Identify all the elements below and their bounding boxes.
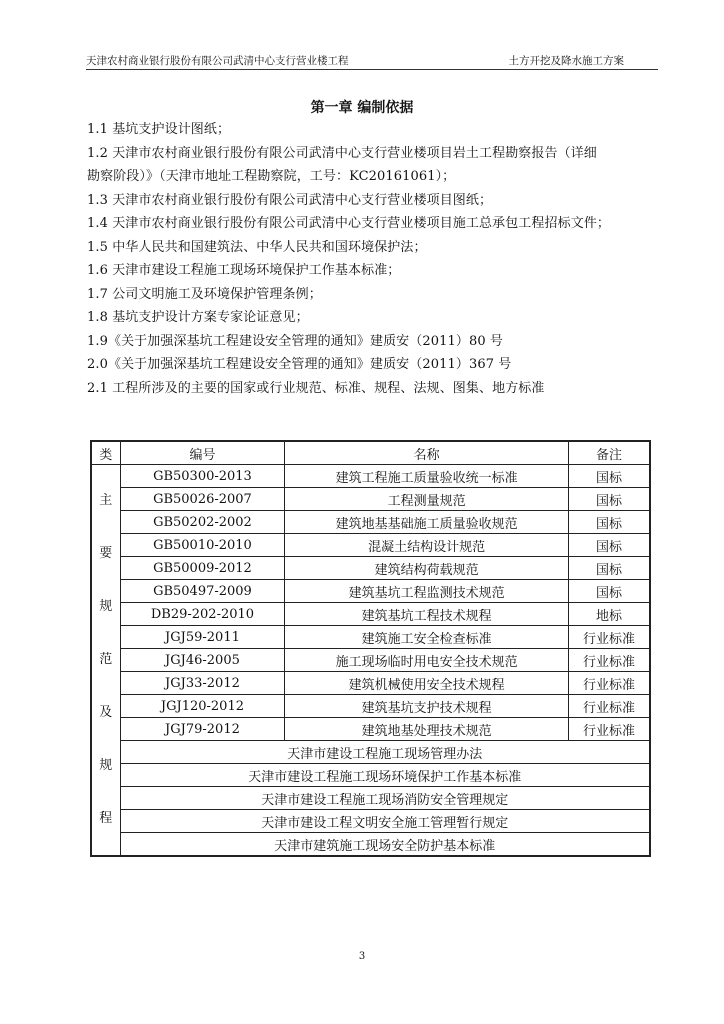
table-wide-row	[91, 764, 650, 787]
header-divider	[86, 69, 658, 70]
name-cell: 建筑基坑支护技术规程	[285, 695, 569, 718]
table-row	[91, 488, 650, 511]
table-wide-row	[91, 833, 650, 857]
basis-line: 1.9《关于加强深基坑工程建设安全管理的通知》建质安（2011）80 号	[87, 333, 504, 349]
code-cell: JGJ59-2011	[120, 626, 285, 649]
regulation-cell: 天津市建设工程施工现场消防安全管理规定	[120, 787, 650, 810]
code-cell: JGJ120-2012	[120, 695, 285, 718]
table-wide-row	[91, 787, 650, 810]
regulation-cell: 天津市建设工程文明安全施工管理暂行规定	[120, 810, 650, 833]
header-section-title: 土方开挖及降水施工方案	[508, 55, 624, 67]
name-cell: 建筑地基处理技术规范	[285, 718, 569, 741]
basis-line: 1.3 天津市农村商业银行股份有限公司武清中心支行营业楼项目图纸；	[87, 192, 493, 208]
table-row	[91, 695, 650, 718]
table-header-row	[91, 441, 650, 465]
name-cell: 混凝土结构设计规范	[285, 534, 569, 557]
note-cell: 国标	[568, 488, 650, 511]
name-cell: 建筑施工安全检查标准	[285, 626, 569, 649]
table-row	[91, 557, 650, 580]
note-cell: 行业标准	[568, 672, 650, 695]
code-cell: GB50202-2002	[120, 511, 285, 534]
header-category: 类	[91, 441, 120, 465]
name-cell: 建筑工程施工质量验收统一标准	[285, 465, 569, 488]
category-char: 程	[99, 811, 113, 826]
name-cell: 建筑基坑工程技术规程	[285, 603, 569, 626]
header-note: 备注	[568, 441, 650, 465]
code-cell: JGJ79-2012	[120, 718, 285, 741]
table-row	[91, 580, 650, 603]
basis-line: 1.8 基坑支护设计方案专家论证意见；	[87, 310, 309, 325]
note-cell: 国标	[568, 465, 650, 488]
category-char: 及	[99, 705, 113, 720]
note-cell: 行业标准	[568, 649, 650, 672]
name-cell: 建筑结构荷载规范	[285, 557, 569, 580]
code-cell: GB50497-2009	[120, 580, 285, 603]
category-char: 规	[99, 758, 113, 773]
basis-list	[87, 118, 662, 400]
code-cell: JGJ33-2012	[120, 672, 285, 695]
name-cell: 建筑基坑工程监测技术规范	[285, 580, 569, 603]
code-cell: GB50009-2012	[120, 557, 285, 580]
code-cell: JGJ46-2005	[120, 649, 285, 672]
category-cell	[91, 465, 120, 857]
code-cell: DB29-202-2010	[120, 603, 285, 626]
table-row	[91, 672, 650, 695]
table-row	[91, 626, 650, 649]
table-wide-row	[91, 810, 650, 833]
code-cell: GB50026-2007	[120, 488, 285, 511]
basis-line: 2.1 工程所涉及的主要的国家或行业规范、标准、规程、法规、图集、地方标准	[87, 380, 545, 396]
page-header	[86, 54, 658, 70]
header-project-title: 天津农村商业银行股份有限公司武清中心支行营业楼工程	[86, 55, 349, 67]
name-cell: 施工现场临时用电安全技术规范	[285, 649, 569, 672]
note-cell: 国标	[568, 511, 650, 534]
table-row	[91, 649, 650, 672]
table-wide-row	[91, 741, 650, 764]
note-cell: 国标	[568, 580, 650, 603]
page-number: 3	[358, 951, 366, 962]
code-cell: GB50300-2013	[120, 465, 285, 488]
table-row	[91, 465, 650, 488]
name-cell: 建筑机械使用安全技术规程	[285, 672, 569, 695]
basis-line: 1.6 天津市建设工程施工现场环境保护工作基本标准；	[87, 263, 401, 278]
table-row	[91, 534, 650, 557]
header-code: 编号	[120, 441, 285, 465]
note-cell: 地标	[568, 603, 650, 626]
basis-line: 1.4 天津市农村商业银行股份有限公司武清中心支行营业楼项目施工总承包工程招标文件；	[87, 216, 611, 231]
category-char: 规	[99, 599, 113, 614]
basis-line: 2.0《关于加强深基坑工程建设安全管理的通知》建质安（2011）367 号	[87, 357, 512, 372]
table-row	[91, 511, 650, 534]
basis-line: 1.7 公司文明施工及环境保护管理条例；	[87, 286, 322, 302]
note-cell: 行业标准	[568, 718, 650, 741]
regulation-cell: 天津市建设工程施工现场管理办法	[120, 741, 650, 764]
basis-line: 1.2 天津市农村商业银行股份有限公司武清中心支行营业楼项目岩土工程勘察报告（详细	[87, 145, 597, 161]
basis-line: 勘察阶段）》（天津市地址工程勘察院，工号：KC20161061）；	[87, 169, 456, 184]
category-char: 主	[99, 493, 113, 508]
name-cell: 建筑地基基础施工质量验收规范	[285, 511, 569, 534]
code-cell: GB50010-2010	[120, 534, 285, 557]
category-char: 范	[99, 652, 113, 667]
note-cell: 行业标准	[568, 695, 650, 718]
note-cell: 国标	[568, 534, 650, 557]
standards-table	[90, 440, 651, 857]
header-name: 名称	[285, 441, 569, 465]
regulation-cell: 天津市建筑施工现场安全防护基本标准	[120, 833, 650, 857]
name-cell: 工程测量规范	[285, 488, 569, 511]
basis-line: 1.1 基坑支护设计图纸；	[87, 122, 231, 137]
table-row	[91, 603, 650, 626]
chapter-title: 第一章 编制依据	[310, 100, 414, 116]
note-cell: 行业标准	[568, 626, 650, 649]
regulation-cell: 天津市建设工程施工现场环境保护工作基本标准	[120, 764, 650, 787]
table-row	[91, 718, 650, 741]
category-char: 要	[99, 546, 113, 561]
basis-line: 1.5 中华人民共和国建筑法、中华人民共和国环境保护法；	[87, 239, 427, 255]
note-cell: 国标	[568, 557, 650, 580]
